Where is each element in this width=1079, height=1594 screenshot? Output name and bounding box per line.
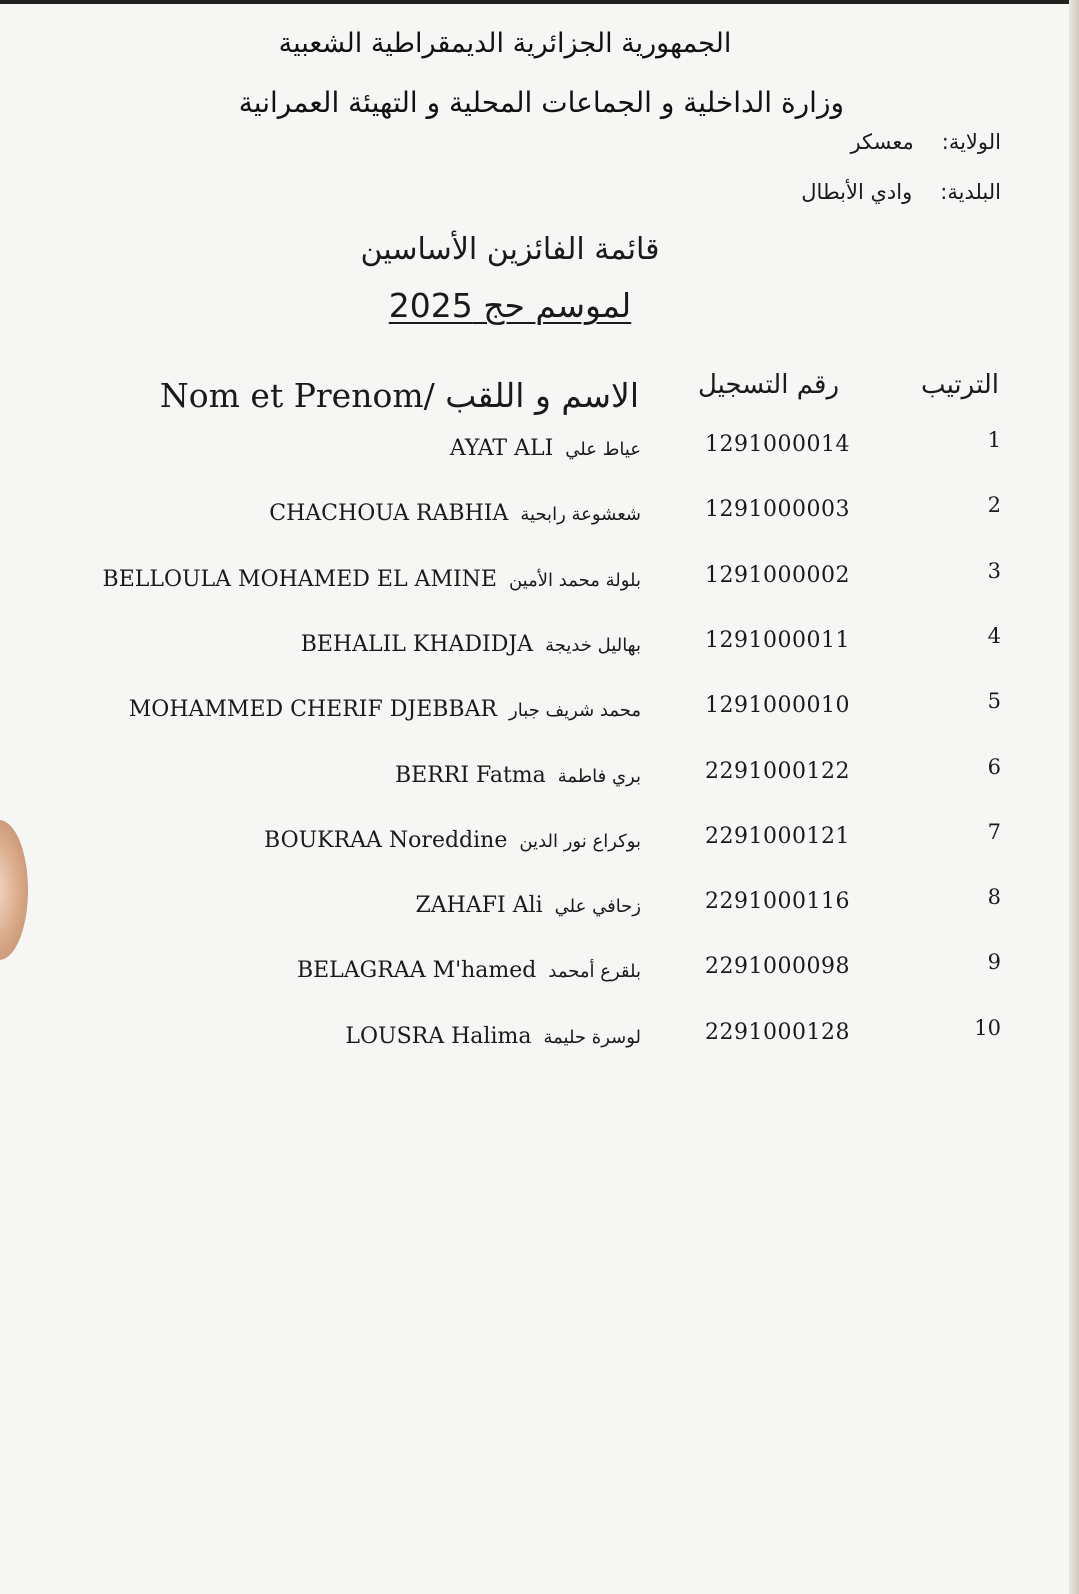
- row-full-name: [269, 501, 641, 526]
- row-name-latin: BEHALIL KHADIDJA: [300, 631, 534, 657]
- row-registration-number: 2291000116: [705, 889, 850, 915]
- row-rank: 10: [974, 1015, 1001, 1040]
- row-name-arabic: عياط علي: [565, 439, 641, 460]
- row-name-arabic: لوسرة حليمة: [543, 1026, 641, 1048]
- baladia-row: [801, 180, 1001, 204]
- row-rank: 4: [987, 623, 1001, 648]
- row-registration-number: 1291000003: [705, 497, 850, 523]
- baladia-label: البلدية:: [940, 180, 1001, 204]
- row-registration-number: 1291000002: [705, 562, 850, 588]
- row-registration-number: 1291000011: [705, 627, 850, 653]
- row-full-name: [301, 632, 641, 657]
- row-name-arabic: زحافي علي: [554, 896, 641, 918]
- row-rank: 7: [987, 819, 1001, 844]
- row-name-latin: BERRI Fatma: [395, 762, 546, 788]
- row-name-latin: LOUSRA Halima: [345, 1023, 532, 1049]
- top-edge-shadow: [0, 0, 1079, 4]
- table-row: [0, 950, 1079, 1000]
- row-name-arabic: بلقرع أمحمد: [548, 961, 641, 983]
- wilaya-value: معسكر: [850, 130, 914, 154]
- row-name-latin: BELLOULA MOHAMED EL AMINE: [102, 566, 497, 592]
- table-row: [0, 1016, 1079, 1066]
- table-row: [0, 885, 1079, 935]
- row-rank: 8: [987, 885, 1001, 910]
- list-title: قائمة الفائزين الأساسين: [360, 232, 660, 267]
- table-row: [0, 493, 1079, 543]
- row-name-latin: MOHAMMED CHERIF DJEBBAR: [128, 697, 498, 723]
- row-registration-number: 2291000122: [705, 758, 850, 784]
- row-registration-number: 1291000014: [705, 432, 850, 457]
- row-full-name: [416, 893, 642, 918]
- row-name-latin: CHACHOUA RABHIA: [269, 501, 509, 527]
- row-rank: 1: [987, 428, 1001, 452]
- row-full-name: [395, 763, 641, 788]
- row-full-name: [345, 1024, 641, 1049]
- row-name-arabic: شعشوعة رابحية: [520, 504, 641, 526]
- row-full-name: [297, 958, 641, 983]
- row-name-arabic: بلولة محمد الأمين: [508, 569, 641, 591]
- column-header-rank: الترتيب: [921, 370, 999, 400]
- table-row: [0, 428, 1079, 478]
- row-name-latin: AYAT ALI: [449, 436, 554, 461]
- season-title: [300, 286, 720, 325]
- column-header-name: Nom et Prenom/ الاسم و اللقب: [159, 376, 639, 415]
- ministry-header: وزارة الداخلية و الجماعات المحلية و التهيئة العمرانية: [238, 86, 844, 119]
- row-rank: 3: [987, 558, 1001, 583]
- row-name-latin: BELAGRAA M'hamed: [296, 958, 537, 984]
- season-title-text: لموسم حج 2025: [388, 286, 632, 325]
- republic-header: الجمهورية الجزائرية الديمقراطية الشعبية: [278, 28, 732, 59]
- row-full-name: [264, 828, 641, 853]
- row-name-latin: BOUKRAA Noreddine: [264, 827, 508, 853]
- row-name-arabic: محمد شريف جبار: [509, 700, 641, 722]
- row-full-name: [129, 697, 641, 722]
- table-row: [0, 689, 1079, 739]
- table-row: [0, 755, 1079, 805]
- row-registration-number: 2291000121: [705, 823, 850, 849]
- row-name-arabic: بهاليل خديجة: [545, 634, 641, 656]
- baladia-value: وادي الأبطال: [801, 180, 913, 204]
- row-registration-number: 2291000098: [705, 954, 850, 980]
- row-full-name: [450, 436, 641, 461]
- table-row: [0, 624, 1079, 674]
- wilaya-label: الولاية:: [941, 130, 1001, 154]
- wilaya-row: [850, 130, 1001, 154]
- row-rank: 5: [987, 689, 1001, 714]
- row-name-latin: ZAHAFI Ali: [415, 893, 543, 919]
- row-full-name: [103, 567, 641, 592]
- row-registration-number: 1291000010: [705, 693, 850, 719]
- row-rank: 2: [987, 493, 1001, 518]
- row-name-arabic: بري فاطمة: [557, 765, 641, 787]
- row-name-arabic: بوكراع نور الدين: [519, 830, 641, 852]
- table-row: [0, 820, 1079, 870]
- column-header-registration: رقم التسجيل: [697, 370, 839, 400]
- row-rank: 9: [987, 950, 1001, 975]
- row-rank: 6: [987, 754, 1001, 779]
- table-row: [0, 559, 1079, 609]
- row-registration-number: 2291000128: [705, 1019, 850, 1045]
